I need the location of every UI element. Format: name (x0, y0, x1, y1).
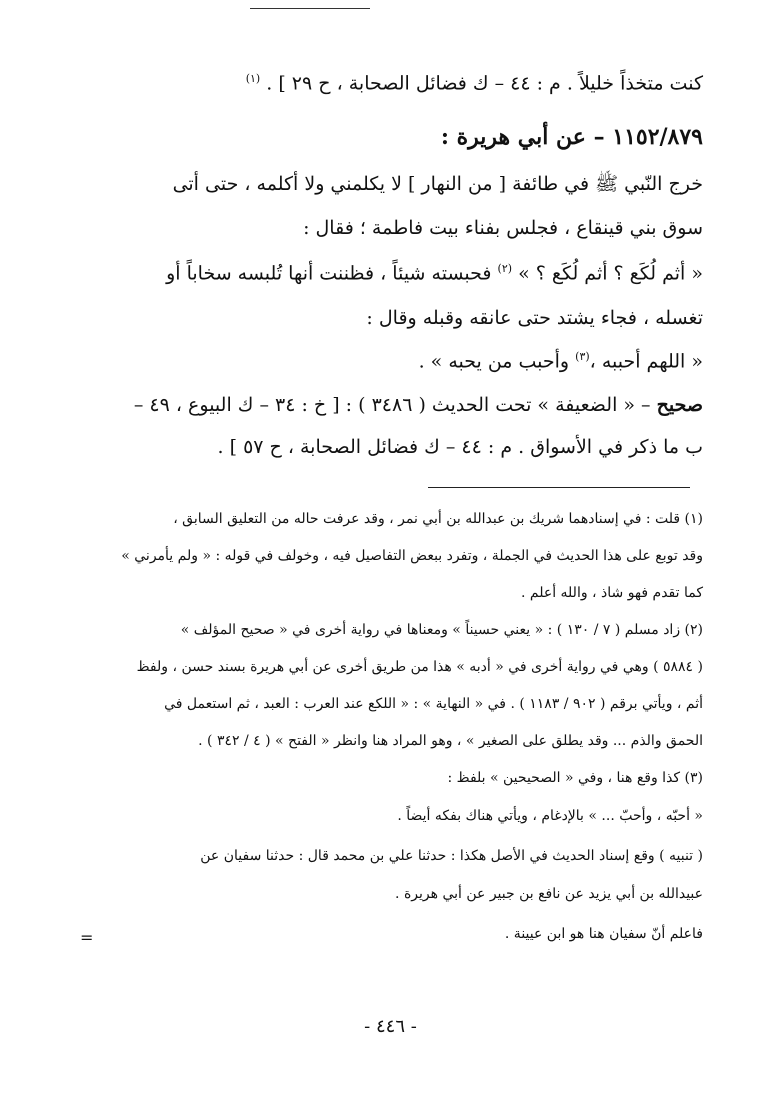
text-line-9: ب ما ذكر في الأسواق . م : ٤٤ – ك فضائل الصحابة ، ح ٥٧ ] . (217, 436, 703, 458)
footnote-ref-1: (١) (245, 72, 261, 85)
text-line-3: خرج النّبي ﷺ في طائفة [ من النهار ] لا يكلمني ولا أكلمه ، حتى أتى (172, 173, 703, 195)
hadith-narrator: – عن أبي هريرة : (440, 124, 613, 150)
footnote-ref-2: (٢) (497, 262, 513, 275)
text-line-4: سوق بني قينقاع ، فجلس بفناء بيت فاطمة ؛ فقال : (303, 217, 703, 239)
footnote-1-line-2: وقد توبع على هذا الحديث في الجملة ، وتفرد ببعض التفاصيل فيه ، وخولف في قوله : « ولم يأمرني » (121, 548, 703, 564)
text-span: « اللهم أحببه ، (589, 350, 703, 373)
footnote-2-line-3: أثم ، ويأتي برقم ( ٩٠٢ / ١١٨٣ ) . في « النهاية » : « اللكع عند العرب : العبد ، ثم استعمل في (164, 696, 703, 712)
continuation-mark: = (80, 928, 94, 947)
text-span: فحبسته شيئاً ، فظننت أنها تُلبسه سخاباً أو (166, 262, 498, 285)
text-line-8 (134, 394, 703, 416)
footnote-3-line-2: « أحبّه ، وأحبّ ... » بالإدغام ، ويأتي هناك بفكه أيضاً . (397, 808, 703, 824)
footnote-2-line-2: ( ٥٨٨٤ ) وهي في رواية أخرى في « أدبه » هذا من طريق أخرى عن أبي هريرة بسند حسن ، ولفظ (136, 659, 703, 675)
text-line-7 (419, 350, 703, 372)
hadith-heading (441, 124, 703, 150)
footnote-3-line-1: (٣) كذا وقع هنا ، وفي « الصحيحين » بلفظ : (447, 770, 703, 786)
text-line-6: تغسله ، فجاء يشتد حتى عانقه وقبله وقال : (366, 307, 703, 329)
text-span: – « الضعيفة » تحت الحديث ( ٣٤٨٦ ) : [ خ : ٣٤ – ك البيوع ، ٤٩ – (133, 394, 657, 416)
footnote-ref-3: (٣) (575, 350, 590, 363)
text-line-1 (246, 72, 703, 94)
footnote-2-line-1: (٢) زاد مسلم ( ٧ / ١٣٠ ) : « يعني حسيناً » ومعناها في رواية أخرى في « صحيح المؤلف » (180, 622, 703, 638)
footnote-separator (428, 487, 690, 488)
tanbih-line-1: ( تنبيه ) وقع إسناد الحديث في الأصل هكذا : حدثنا علي بن محمد قال : حدثنا سفيان عن (200, 848, 703, 864)
footnote-1-line-1: (١) قلت : في إسنادهما شريك بن عبدالله بن أبي نمر ، وقد عرفت حاله من التعليق السابق ، (173, 511, 703, 527)
tanbih-line-3: فاعلم أنّ سفيان هنا هو ابن عيينة . (504, 926, 703, 942)
hadith-number: ١١٥٢/٨٧٩ (612, 124, 703, 150)
text-span: « أثم لُكَع ؟ أثم لُكَع ؟ » (518, 262, 703, 285)
page-number: - ٤٤٦ - (364, 1016, 417, 1037)
footnote-1-line-3: كما تقدم فهو شاذ ، والله أعلم . (521, 585, 703, 601)
text-span: كنت متخذاً خليلاً . م : ٤٤ – ك فضائل الصحابة ، ح ٢٩ ] . (266, 72, 703, 95)
text-span: وأحبب من يحبه » . (418, 350, 576, 373)
text-line-5 (166, 262, 703, 284)
top-rule (250, 8, 370, 9)
tanbih-line-2: عبيدالله بن أبي يزيد عن نافع بن جبير عن أبي هريرة . (395, 886, 703, 902)
grade-label: صحيح (656, 394, 703, 416)
footnote-2-line-4: الحمق والذم ... وقد يطلق على الصغير » ، وهو المراد هنا وانظر « الفتح » ( ٤ / ٣٤٢ ) . (198, 733, 703, 749)
